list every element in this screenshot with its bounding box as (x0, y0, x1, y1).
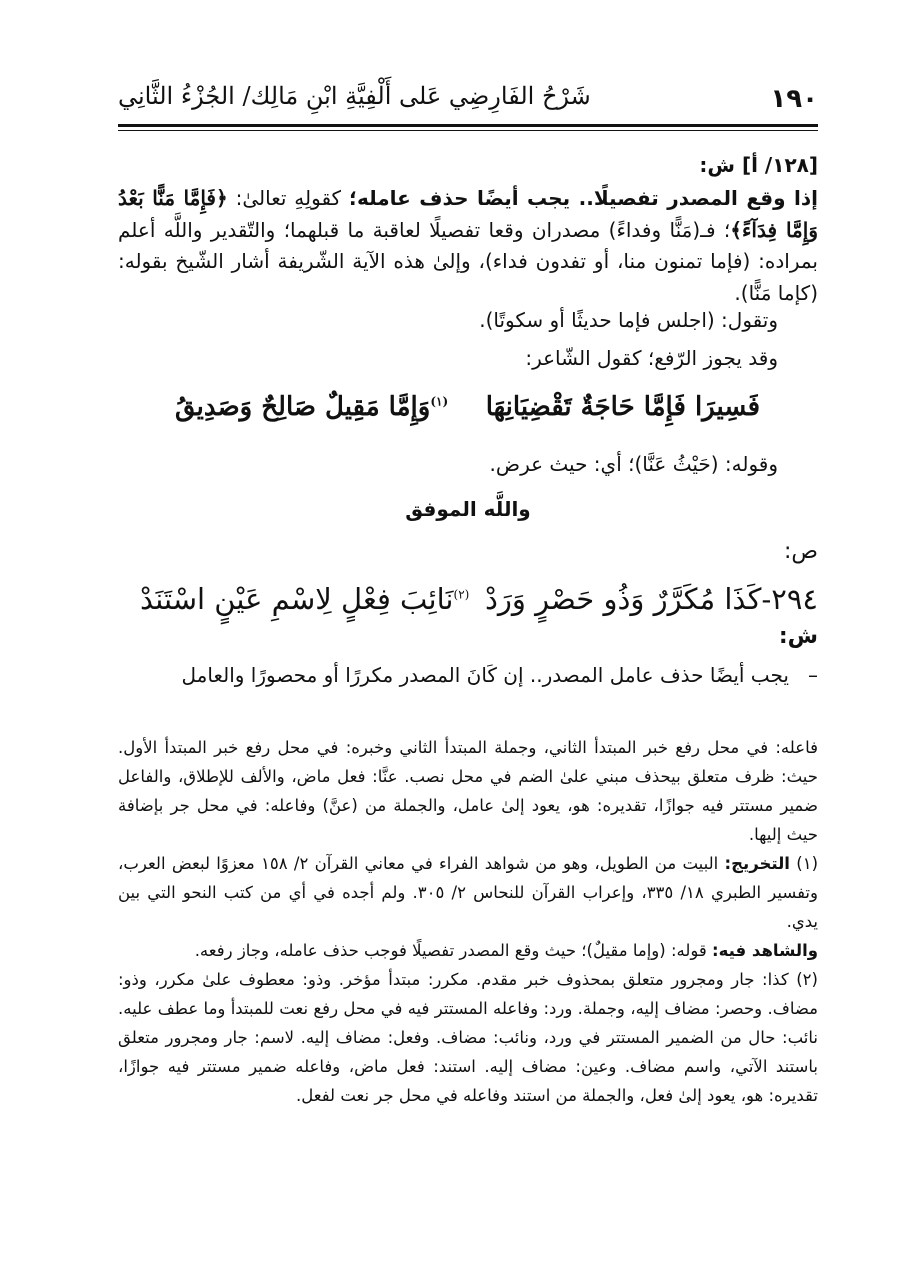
commentary-paragraph-1 (118, 183, 818, 309)
quran-verse: ﴿فَإِمَّا مَنًّا بَعْدُ وَإِمَّا فِدَآءً﴾ (118, 186, 818, 242)
witness-heading: والشاهد فيه: (712, 941, 818, 960)
witness-text: قوله: (وإما مقيلٌ)؛ حيث وقع المصدر تفصيلًا فوجب حذف عامله، وجاز رفعه. (194, 941, 713, 960)
footnote-2-text: كذا: جار ومجرور متعلق بمحذوف خبر مقدم. مكرر: مبتدأ مؤخر. وذو: معطوف علىٰ مكرر، وذو: مضاف. وحصر: مضاف إليه، وجملة. ورد: وفاعله المستتر فيه في محل رفع نعت للمبتدأ وما عطف عليه. نائب: حال من الضمير المستتر في ورد، ونائب: مضاف. وفعل: مضاف إليه. لاسم: جار ومجرور متعلق باستند الآتي، واسم مضاف. وعين: مضاف إليه. استند: فعل ماض، وفاعله ضمير مستتر فيه جوازًا، تقديره: هو، يعود إلىٰ فعل، والجملة من استند وفاعله في محل جر نعت لفعل. (118, 970, 818, 1105)
footnotes (118, 733, 818, 1110)
closing-formula: واللَّه الموفق (405, 497, 531, 521)
dash: – (808, 663, 818, 687)
footnote-2-marker: (٢) (796, 970, 818, 989)
footnote-2 (118, 965, 818, 1110)
folio-reference: [١٢٨/ أ] ش: (699, 153, 818, 177)
verse-footnote-ref: (٢) (453, 587, 470, 602)
header-rule-thin (118, 130, 818, 131)
commentary-ref (118, 150, 818, 180)
verse-right (485, 582, 818, 616)
rule-statement: إذا وقع المصدر تفصيلًا.. يجب أيضًا حذف عامله؛ (348, 186, 818, 210)
text-label: ص: (783, 539, 818, 564)
poem-hemistich-left-text: وَإِمَّا مَقِيلٌ صَالِحٌ وَصَدِيقُ (175, 392, 431, 422)
commentary-paragraph-3: وقد يجوز الرّفع؛ كقول الشّاعر: (525, 346, 778, 370)
commentary-paragraph-5-text: يجب أيضًا حذف عامل المصدر.. إن كَانَ المصدر مكررًا أو محصورًا والعامل (181, 663, 789, 687)
footnote-1-text: البيت من الطويل، وهو من شواهد الفراء في معاني القرآن ٢/ ١٥٨ معزوًا لبعض العرب، وتفسير الطبري ١٨/ ٣٣٥، وإعراب القرآن للنحاس ٢/ ٣٠٥. ولم أجده في أي من كتب النحو التي بين يدي. (118, 854, 818, 931)
footnote-continuation: فاعله: في محل رفع خبر المبتدأ الثاني، وجملة المبتدأ الثاني وخبره: في محل رفع خبر المبتدأ الأول. حيث: ظرف متعلق بيحذف مبني علىٰ الضم في محل نصب. عنَّا: فعل ماض، والألف للإطلاق، والفاعل ضمير مستتر فيه جوازًا، تقديره: هو، يعود إلىٰ عامل، والجملة من (عنَّ) وفاعله: في محل جر بإضافة حيث إليها. (118, 738, 818, 844)
commentary-paragraph-4: وقوله: (حَيْثُ عَنَّا)؛ أي: حيث عرض. (489, 452, 778, 476)
verse-left-text: نَائِبَ فِعْلٍ لِاسْمِ عَيْنٍ اسْتَنَدْ (140, 582, 454, 616)
footnote-1-marker: (١) (796, 854, 818, 873)
running-title: شَرْحُ الفَارِضِي عَلى أَلْفِيَّةِ ابْنِ مَالِك/ الجُزْءُ الثَّانِي (118, 82, 591, 110)
page-number: ١٩٠ (770, 84, 818, 114)
commentary-label-2: ش: (778, 624, 818, 649)
paragraph-1-rest: ؛ فـ(مَنًّا وفداءً) مصدران وقعا تفصيلًا لعاقبة ما قبلهما؛ والتّقدير واللَّه أعلم بمراده: (فإما تمنون منا، أو تفدون فداء)، وإلىٰ هذه الآية الشّريفة أشار الشّيخ بقوله: (كإما مَنًّا). (118, 217, 818, 305)
poem-hemistich-left (175, 392, 448, 422)
verse-right-text: كَذَا مُكَرَّرٌ وَذُو حَصْرٍ وَرَدْ (485, 582, 762, 616)
poem-footnote-ref: (١) (430, 394, 449, 409)
verse-number: ٢٩٤- (761, 582, 818, 616)
commentary-paragraph-5 (118, 660, 818, 690)
header-rule-thick (118, 124, 818, 127)
commentary-paragraph-2: وتقول: (اجلس فإما حديثًا أو سكوتًا). (479, 308, 778, 332)
footnote-1 (118, 849, 818, 936)
quran-intro: كقولِهِ تعالىٰ: (227, 186, 349, 210)
page-header (118, 82, 818, 122)
poem-hemistich-right: فَسِيرَا فَإِمَّا حَاجَةٌ تَقْضِيَانِهَا (485, 392, 760, 422)
verse-left (140, 582, 469, 616)
footnote-1-witness (118, 936, 818, 965)
footnote-1-heading: التخريج: (724, 854, 790, 873)
